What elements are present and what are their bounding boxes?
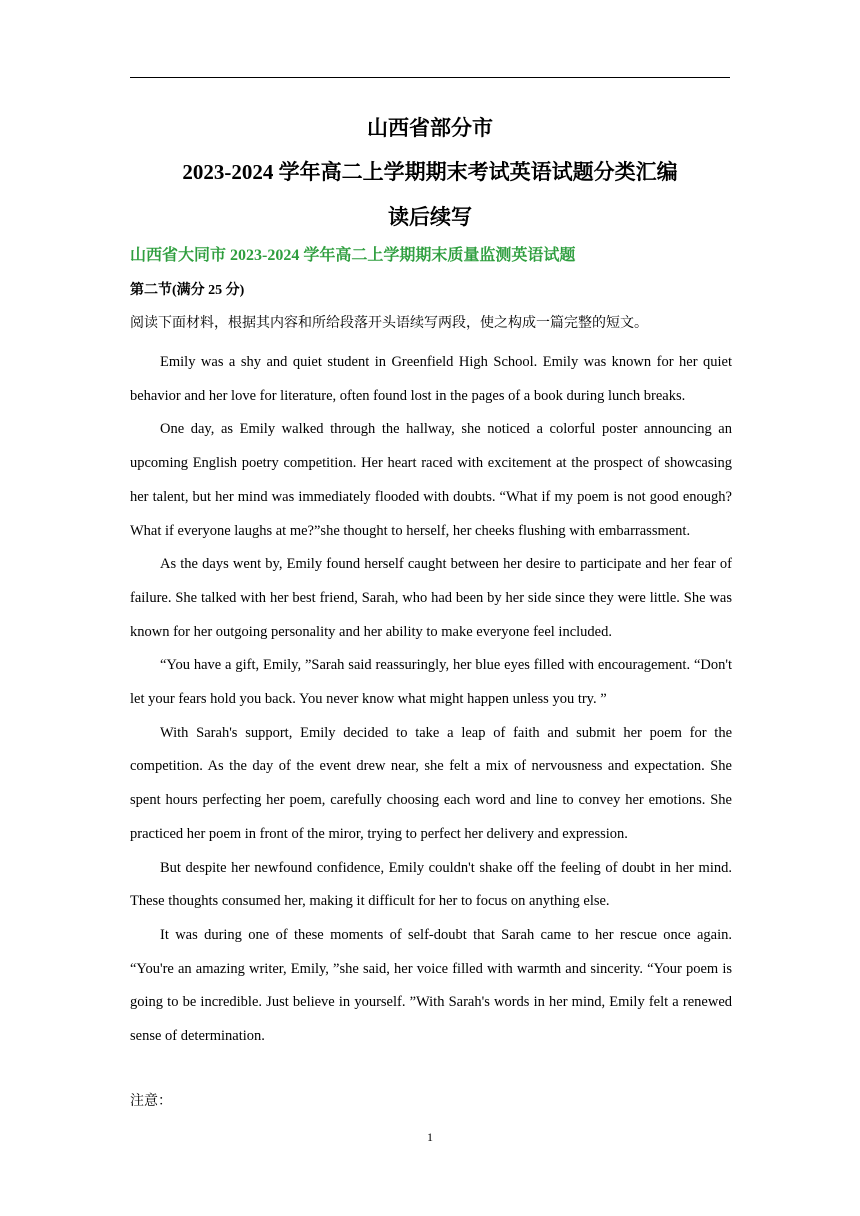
passage-paragraph: As the days went by, Emily found herself caught between her desire to participate and her fear of failure. She talked with her best friend, Sarah, who had been by her side since they were little. She was known for her outgoing personality and her ability to make everyone feel included. [130, 556, 732, 640]
title-exam: 2023-2024 学年高二上学期期末考试英语试题分类汇编 [182, 160, 678, 184]
passage-paragraph: Emily was a shy and quiet student in Greenfield High School. Emily was known for her quiet behavior and her love for literature, often found lost in the pages of a book during lunch breaks. [130, 354, 732, 404]
section-label: 第二节(满分 25 分) [130, 283, 245, 298]
source-heading: 山西省大同市 2023-2024 学年高二上学期期末质量监测英语试题 [130, 247, 576, 264]
passage-paragraph: It was during one of these moments of self-doubt that Sarah came to her rescue once again. “You're an amazing writer, Emily, ”she said, her voice filled with warmth and sincerity. “Your poem is going to be incredible. Just believe in yourself. ”With Sarah's words in her mind, Emily felt a renewed sense of determination. [130, 926, 732, 1045]
instruction-text: 阅读下面材料，根据其内容和所给段落开头语续写两段，使之构成一篇完整的短文。 [130, 316, 648, 331]
title-region: 山西省部分市 [367, 116, 493, 140]
page-number: 1 [427, 1130, 433, 1144]
title-topic: 读后续写 [388, 205, 472, 229]
passage-paragraph: With Sarah's support, Emily decided to take a leap of faith and submit her poem for the competition. As the day of the event drew near, she felt a mix of nervousness and expectation. She spent hours perfecting her poem, carefully choosing each word and line to convey her emotions. She practiced her poem in front of the miror, trying to perfect her delivery and expression. [130, 724, 732, 842]
header-rule [130, 77, 730, 78]
passage-paragraph: But despite her newfound confidence, Emily couldn't shake off the feeling of doubt in her mind. These thoughts consumed her, making it difficult for her to focus on anything else. [130, 859, 732, 910]
note-label: 注意： [130, 1094, 172, 1109]
passage [130, 346, 732, 1054]
passage-paragraph: “You have a gift, Emily, ”Sarah said reassuringly, her blue eyes filled with encouragement. “Don't let your fears hold you back. You never know what might happen unless you try. ” [130, 657, 732, 708]
passage-paragraph: One day, as Emily walked through the hallway, she noticed a colorful poster announcing an upcoming English poetry competition. Her heart raced with excitement at the prospect of showcasing her talent, but her mind was immediately flooded with doubts. “What if my poem is not good enough? What if everyone laughs at me?”she thought to herself, her cheeks flushing with embarrassment. [130, 421, 732, 539]
